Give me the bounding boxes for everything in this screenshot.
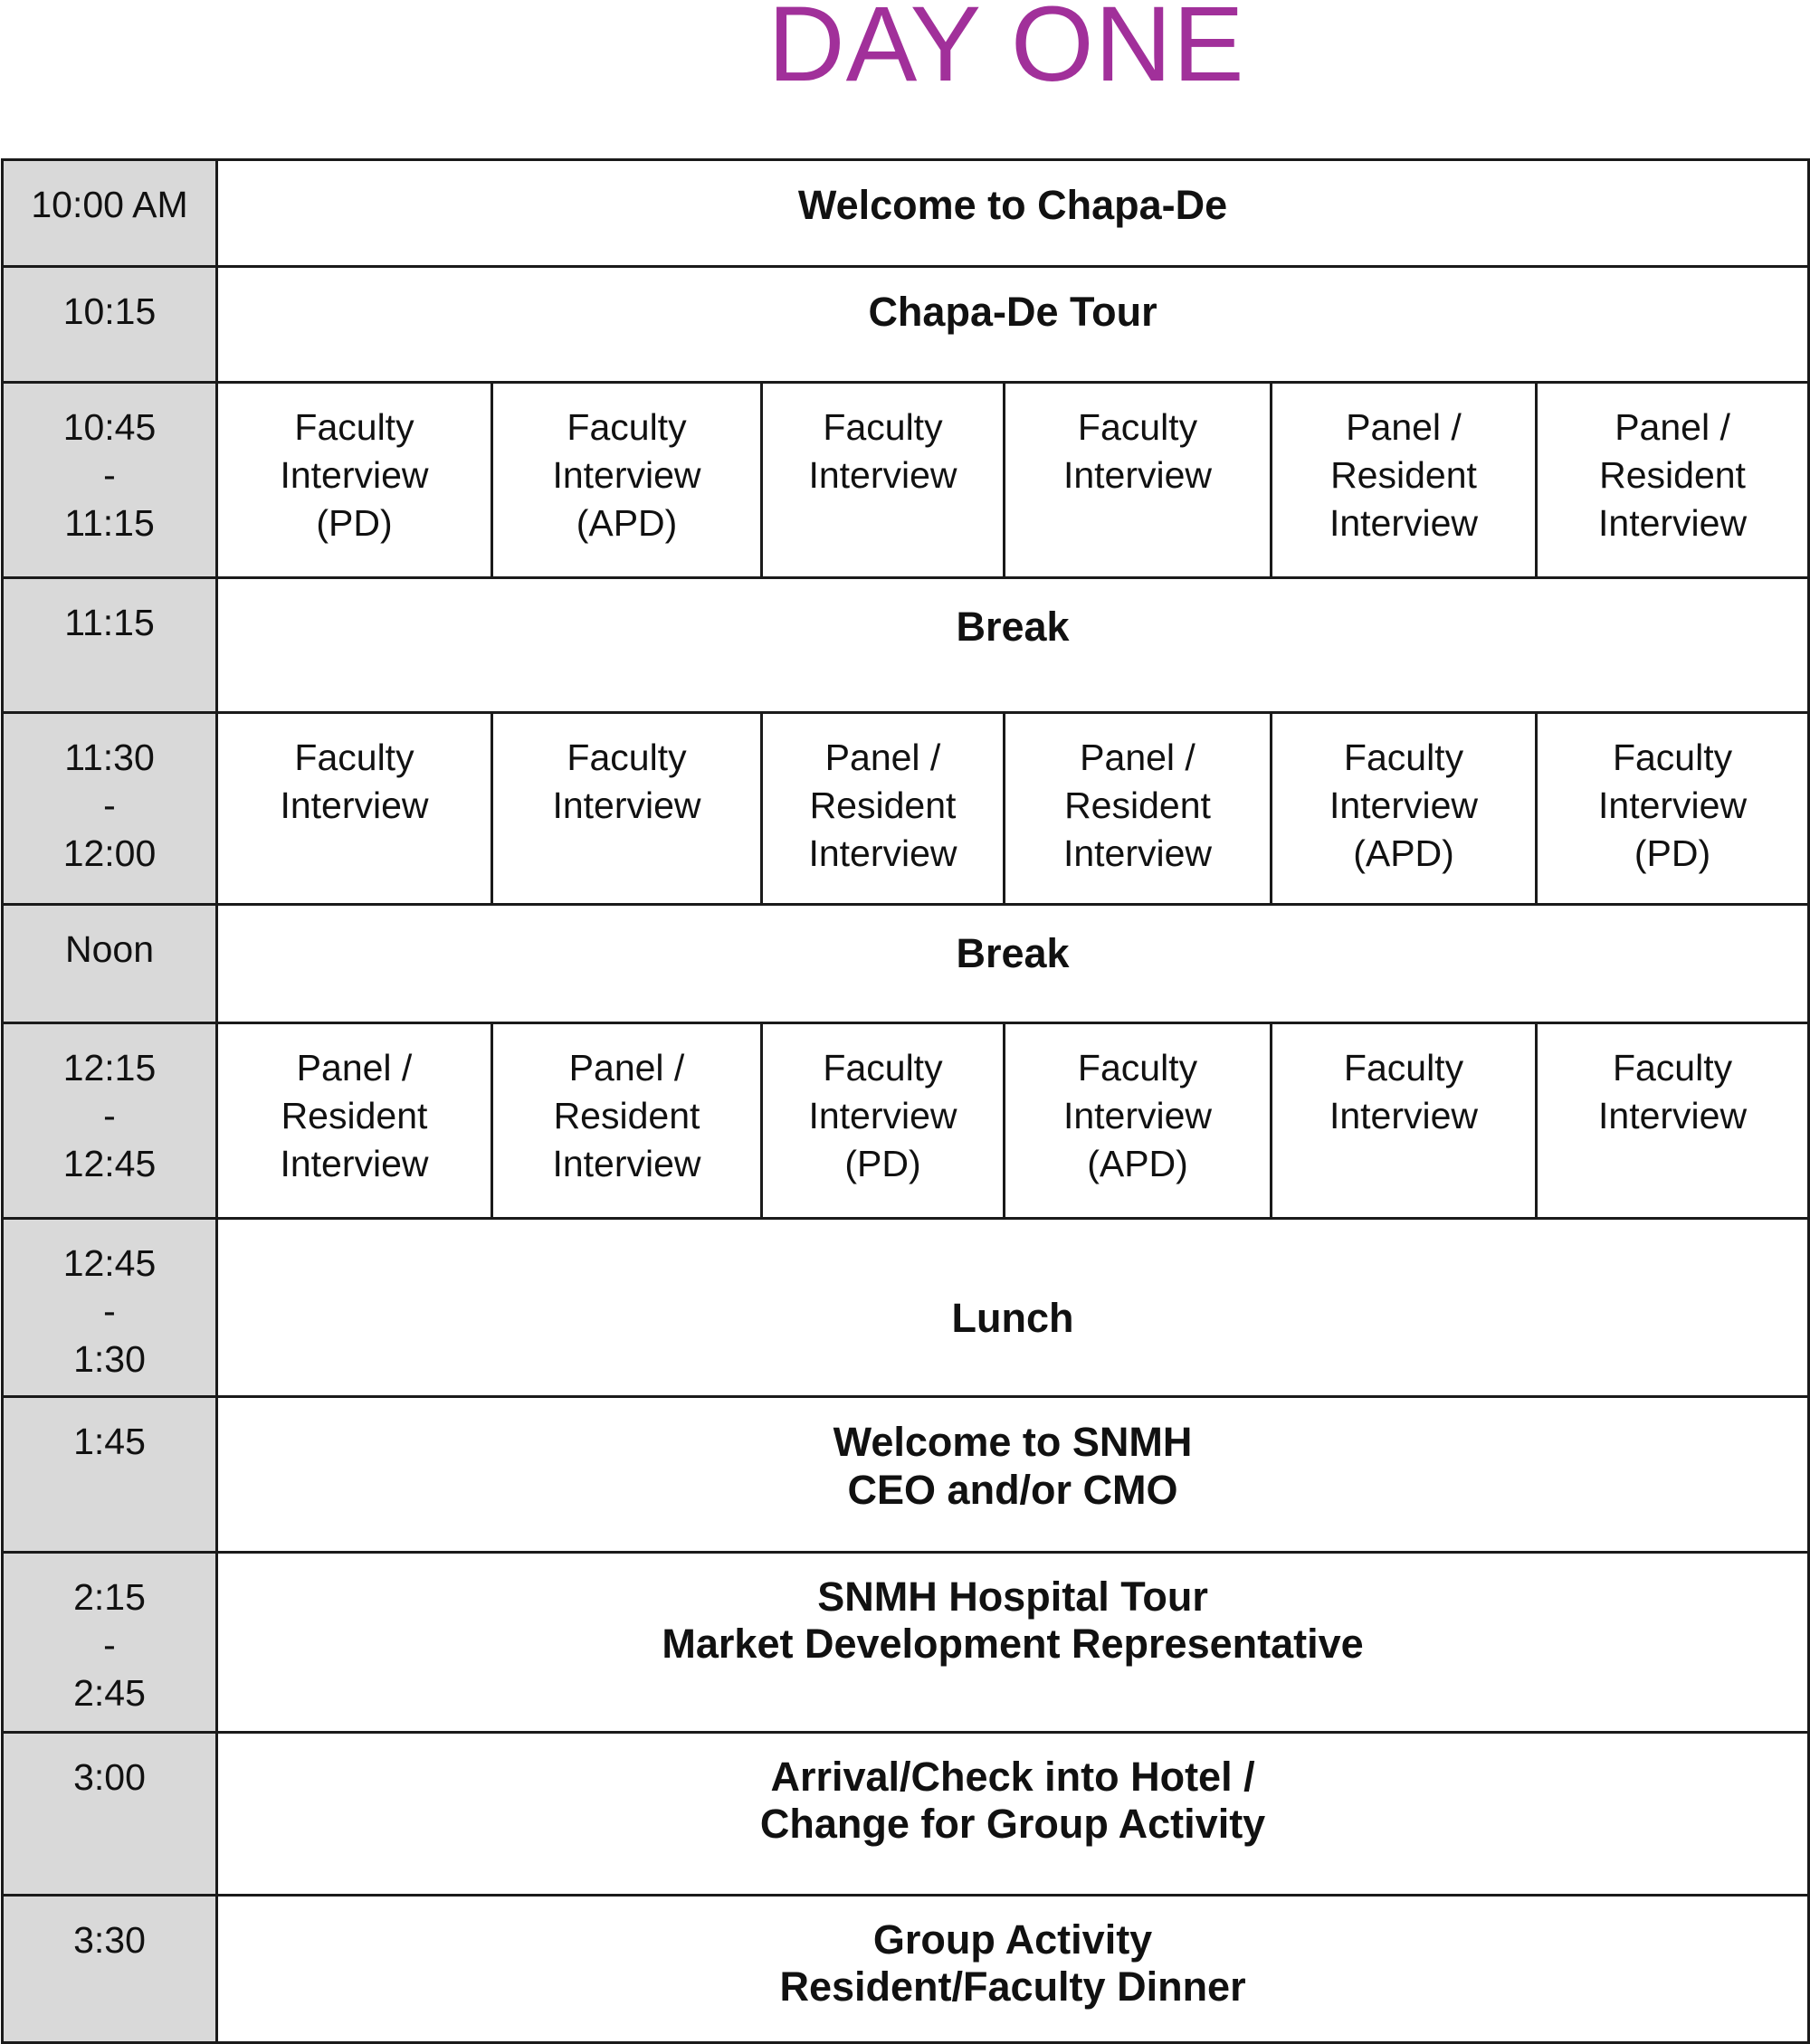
- interview-cell: [217, 713, 492, 905]
- schedule-row: [3, 713, 1809, 905]
- time-label: 12:45 - 1:30: [62, 1242, 157, 1380]
- time-cell: [3, 1733, 217, 1896]
- interview-cell: [1005, 1023, 1272, 1219]
- time-cell: [3, 1023, 217, 1219]
- event-cell: [217, 1397, 1809, 1553]
- interview-cell: [1272, 1023, 1537, 1219]
- time-cell: [3, 905, 217, 1023]
- time-label: 11:15: [64, 602, 155, 643]
- schedule-row: [3, 1219, 1809, 1397]
- time-cell: [3, 160, 217, 267]
- time-label: 3:30: [73, 1919, 146, 1961]
- time-label: 2:15 - 2:45: [73, 1576, 146, 1714]
- schedule-row: [3, 1397, 1809, 1553]
- schedule-row: [3, 160, 1809, 267]
- time-cell: [3, 578, 217, 713]
- interview-cell: [1005, 383, 1272, 578]
- schedule-row: [3, 1553, 1809, 1733]
- time-label: 10:15: [62, 290, 157, 332]
- event-label: SNMH Hospital Tour Market Development Representative: [662, 1573, 1364, 1667]
- interview-label: Faculty Interview (PD): [808, 1047, 957, 1184]
- event-cell: [217, 1553, 1809, 1733]
- interview-label: Panel / Resident Interview: [808, 737, 957, 874]
- schedule-row: [3, 905, 1809, 1023]
- event-label: Break: [956, 604, 1070, 650]
- event-cell: [217, 160, 1809, 267]
- time-label: 12:15 - 12:45: [62, 1047, 157, 1184]
- time-cell: [3, 1397, 217, 1553]
- time-cell: [3, 267, 217, 383]
- event-cell: [217, 267, 1809, 383]
- interview-label: Faculty Interview (APD): [1329, 737, 1479, 874]
- interview-label: Faculty Interview: [808, 406, 957, 496]
- time-cell: [3, 1219, 217, 1397]
- interview-label: Faculty Interview: [280, 737, 429, 826]
- interview-label: Panel / Resident Interview: [1598, 406, 1748, 544]
- time-label: 10:00 AM: [31, 184, 188, 225]
- schedule-row: [3, 1733, 1809, 1896]
- interview-cell: [492, 1023, 762, 1219]
- interview-cell: [1005, 713, 1272, 905]
- event-label: Welcome to Chapa-De: [797, 182, 1228, 228]
- event-cell: [217, 1896, 1809, 2043]
- schedule-row: [3, 1896, 1809, 2043]
- event-label: Group Activity Resident/Faculty Dinner: [779, 1916, 1246, 2010]
- time-cell: [3, 1896, 217, 2043]
- interview-label: Faculty Interview (PD): [1598, 737, 1748, 874]
- interview-cell: [1272, 383, 1537, 578]
- interview-cell: [217, 1023, 492, 1219]
- interview-label: Faculty Interview: [552, 737, 701, 826]
- interview-cell: [1537, 383, 1809, 578]
- interview-cell: [1537, 713, 1809, 905]
- schedule-row: [3, 578, 1809, 713]
- event-cell: [217, 905, 1809, 1023]
- interview-cell: [762, 713, 1005, 905]
- interview-label: Faculty Interview: [1598, 1047, 1748, 1136]
- time-label: 10:45 - 11:15: [62, 406, 157, 544]
- interview-label: Faculty Interview: [1329, 1047, 1479, 1136]
- event-label: Lunch: [951, 1295, 1074, 1341]
- time-cell: [3, 383, 217, 578]
- event-label: Welcome to SNMH CEO and/or CMO: [833, 1419, 1193, 1513]
- interview-label: Panel / Resident Interview: [1062, 737, 1213, 874]
- event-label: Break: [956, 930, 1070, 976]
- time-cell: [3, 713, 217, 905]
- event-cell: [217, 1733, 1809, 1896]
- interview-label: Panel / Resident Interview: [1329, 406, 1479, 544]
- event-cell: [217, 1219, 1809, 1397]
- schedule-row: [3, 383, 1809, 578]
- event-label: Arrival/Check into Hotel / Change for Group Activity: [759, 1754, 1266, 1847]
- interview-cell: [492, 713, 762, 905]
- interview-cell: [217, 383, 492, 578]
- schedule-table: [1, 158, 1810, 2044]
- schedule-row: [3, 267, 1809, 383]
- interview-label: Faculty Interview (APD): [1062, 1047, 1213, 1184]
- interview-cell: [492, 383, 762, 578]
- event-label: Chapa-De Tour: [868, 289, 1157, 335]
- interview-cell: [762, 1023, 1005, 1219]
- interview-cell: [1537, 1023, 1809, 1219]
- time-label: 1:45: [73, 1421, 146, 1462]
- event-cell: [217, 578, 1809, 713]
- interview-label: Faculty Interview (PD): [280, 406, 429, 544]
- interview-label: Panel / Resident Interview: [552, 1047, 701, 1184]
- page-title: DAY ONE: [767, 0, 1245, 104]
- time-label: 11:30 - 12:00: [62, 737, 157, 874]
- interview-label: Panel / Resident Interview: [280, 1047, 429, 1184]
- time-label: 3:00: [73, 1756, 146, 1798]
- time-label: Noon: [64, 928, 154, 970]
- interview-label: Faculty Interview (APD): [552, 406, 701, 544]
- interview-cell: [1272, 713, 1537, 905]
- time-cell: [3, 1553, 217, 1733]
- interview-cell: [762, 383, 1005, 578]
- interview-label: Faculty Interview: [1062, 406, 1213, 496]
- schedule-row: [3, 1023, 1809, 1219]
